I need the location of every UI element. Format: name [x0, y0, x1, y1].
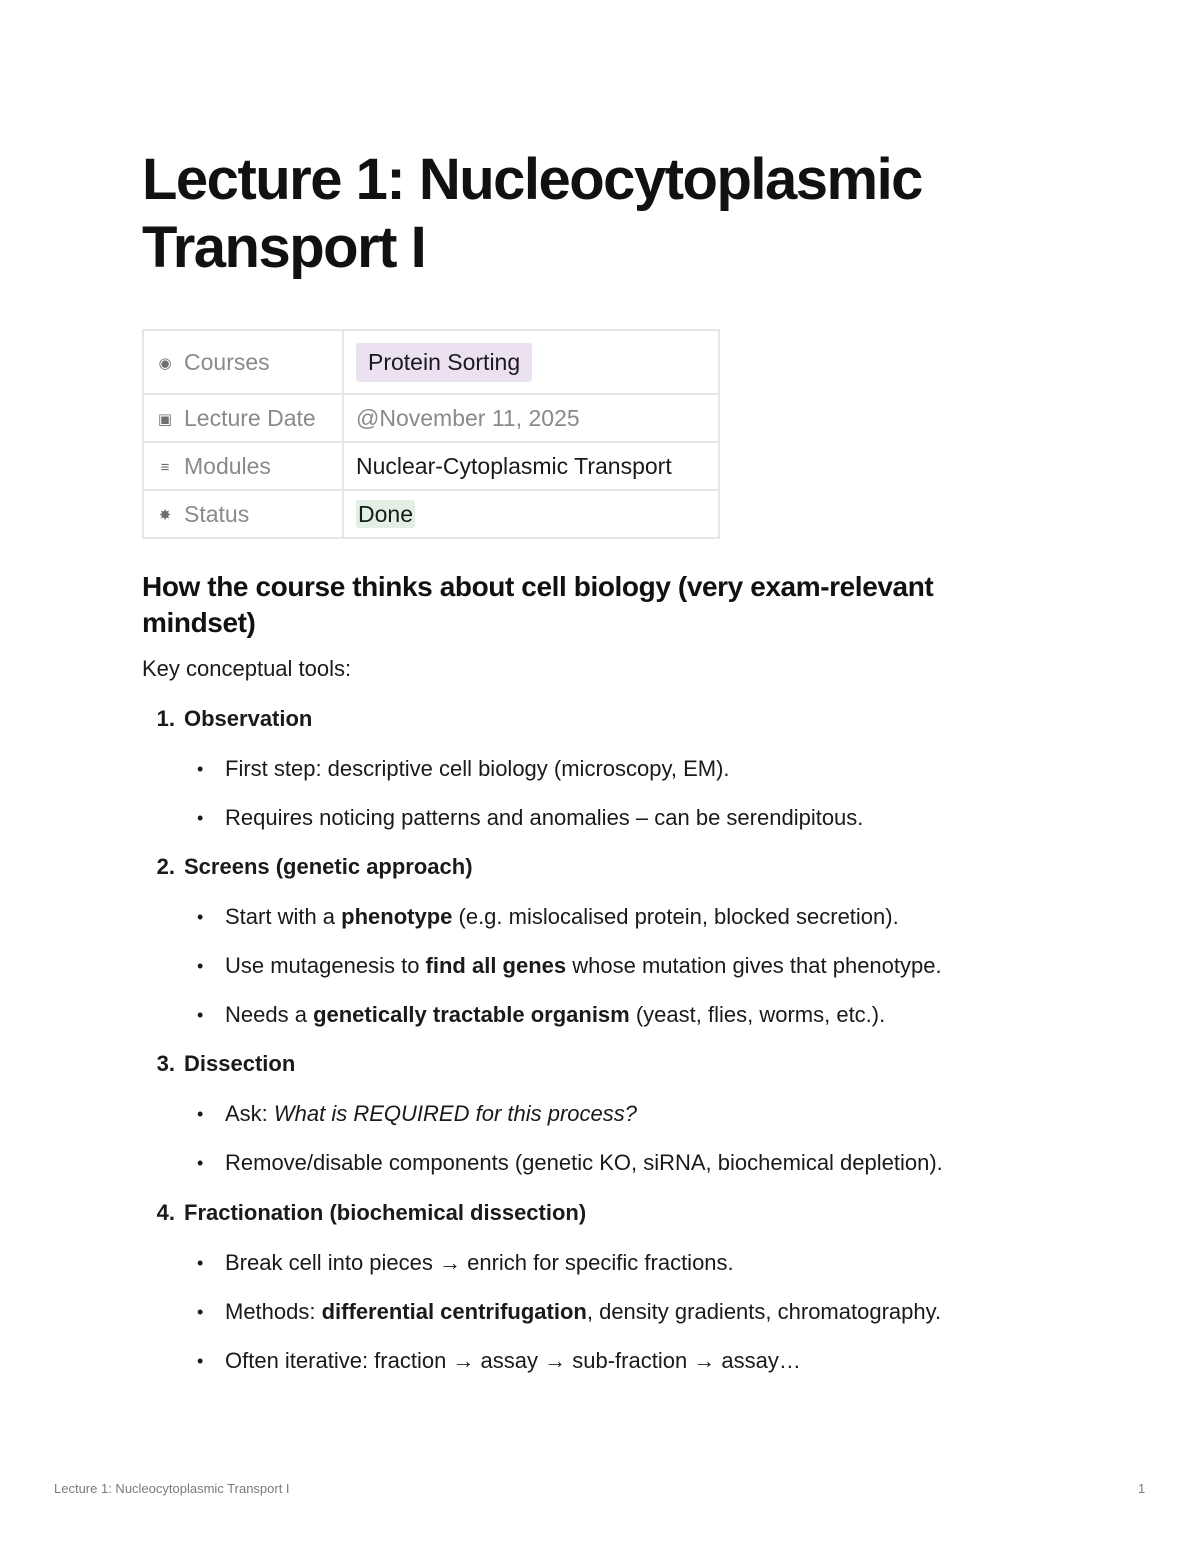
property-key: Modules: [184, 452, 271, 479]
bullet-icon: •: [197, 1104, 204, 1124]
bullet-text: Use mutagenesis to: [225, 953, 426, 978]
list-number: 3.: [156, 1051, 175, 1076]
tool-title: Screens (genetic approach): [184, 854, 473, 879]
italic-text: What is REQUIRED for this process?: [273, 1101, 638, 1126]
bullet-icon: •: [197, 1253, 204, 1273]
bold-text: phenotype: [341, 904, 453, 929]
bullet-icon: •: [197, 1005, 204, 1025]
bullet-text: Start with a: [225, 904, 342, 929]
lecture-date-value: @November 11, 2025: [356, 404, 580, 431]
list-number: 1.: [156, 706, 175, 731]
page-number: 1: [1138, 1481, 1146, 1496]
property-key: Lecture Date: [184, 404, 316, 431]
footer-title: Lecture 1: Nucleocytoplasmic Transport I: [54, 1481, 290, 1496]
bullet-item: [197, 1002, 885, 1028]
status-badge[interactable]: Done: [358, 500, 413, 527]
tool-title: Fractionation (biochemical dissection): [184, 1200, 587, 1225]
property-row-courses: [143, 330, 719, 394]
bullet-text: Break cell into pieces → enrich for specific fractions.: [225, 1250, 734, 1275]
bullet-icon: •: [197, 956, 204, 976]
modules-value: Nuclear-Cytoplasmic Transport: [356, 452, 672, 479]
page-title: Lecture 1: Nucleocytoplasmic Transport I: [142, 147, 922, 280]
calendar-icon: ▣: [157, 410, 173, 428]
bullet-text: (e.g. mislocalised protein, blocked secretion).: [452, 904, 899, 929]
bullet-icon: •: [197, 808, 204, 828]
course-tag[interactable]: Protein Sorting: [356, 343, 532, 382]
bullet-text: Needs a: [225, 1002, 314, 1027]
course-icon: ◉: [158, 354, 172, 372]
list-number: 4.: [156, 1200, 175, 1225]
bullet-item: [197, 1150, 943, 1176]
property-key: Courses: [184, 348, 270, 375]
bold-text: differential centrifugation: [321, 1299, 587, 1324]
bullet-item: [197, 756, 730, 782]
bullet-item: [197, 904, 899, 930]
bullet-text: Remove/disable components (genetic KO, siRNA, biochemical depletion).: [225, 1150, 943, 1175]
tool-title: Observation: [184, 706, 313, 731]
property-row-lecture-date: [143, 394, 719, 442]
bold-text: genetically tractable organism: [313, 1002, 630, 1027]
properties-table: [142, 329, 720, 539]
bullet-text: Requires noticing patterns and anomalies – can be serendipitous.: [225, 805, 864, 830]
bullet-item: [197, 1348, 801, 1374]
bullet-text: (yeast, flies, worms, etc.).: [629, 1002, 886, 1027]
bullet-item: [197, 1250, 734, 1276]
section-heading: How the course thinks about cell biology (very exam-relevant mindset): [142, 571, 934, 638]
bullet-text: , density gradients, chromatography.: [586, 1299, 942, 1324]
bullet-icon: •: [197, 1153, 204, 1173]
list-number: 2.: [156, 854, 175, 879]
bullet-text: First step: descriptive cell biology (microscopy, EM).: [225, 756, 730, 781]
text-lines-icon: ≡: [160, 458, 170, 476]
bullet-icon: •: [197, 907, 204, 927]
bullet-text: Methods:: [225, 1299, 322, 1324]
bullet-item: [197, 805, 863, 831]
bold-text: find all genes: [425, 953, 567, 978]
status-icon: ✸: [158, 506, 172, 524]
bullet-text: whose mutation gives that phenotype.: [566, 953, 942, 978]
bullet-item: [197, 953, 942, 979]
numbered-item: [142, 1200, 586, 1226]
numbered-item: [142, 706, 312, 732]
property-key: Status: [184, 500, 250, 527]
bullet-icon: •: [197, 759, 204, 779]
property-row-status: [143, 490, 719, 538]
numbered-item: [142, 854, 473, 880]
tool-title: Dissection: [184, 1051, 296, 1076]
intro-text: Key conceptual tools:: [142, 656, 352, 681]
bullet-item: [197, 1101, 637, 1127]
bullet-text: Ask:: [225, 1101, 274, 1126]
bullet-icon: •: [197, 1351, 204, 1371]
bullet-text: Often iterative: fraction → assay → sub-fraction → assay…: [225, 1348, 801, 1373]
numbered-item: [142, 1051, 295, 1077]
bullet-item: [197, 1299, 941, 1325]
bullet-icon: •: [197, 1302, 204, 1322]
property-row-modules: [143, 442, 719, 490]
